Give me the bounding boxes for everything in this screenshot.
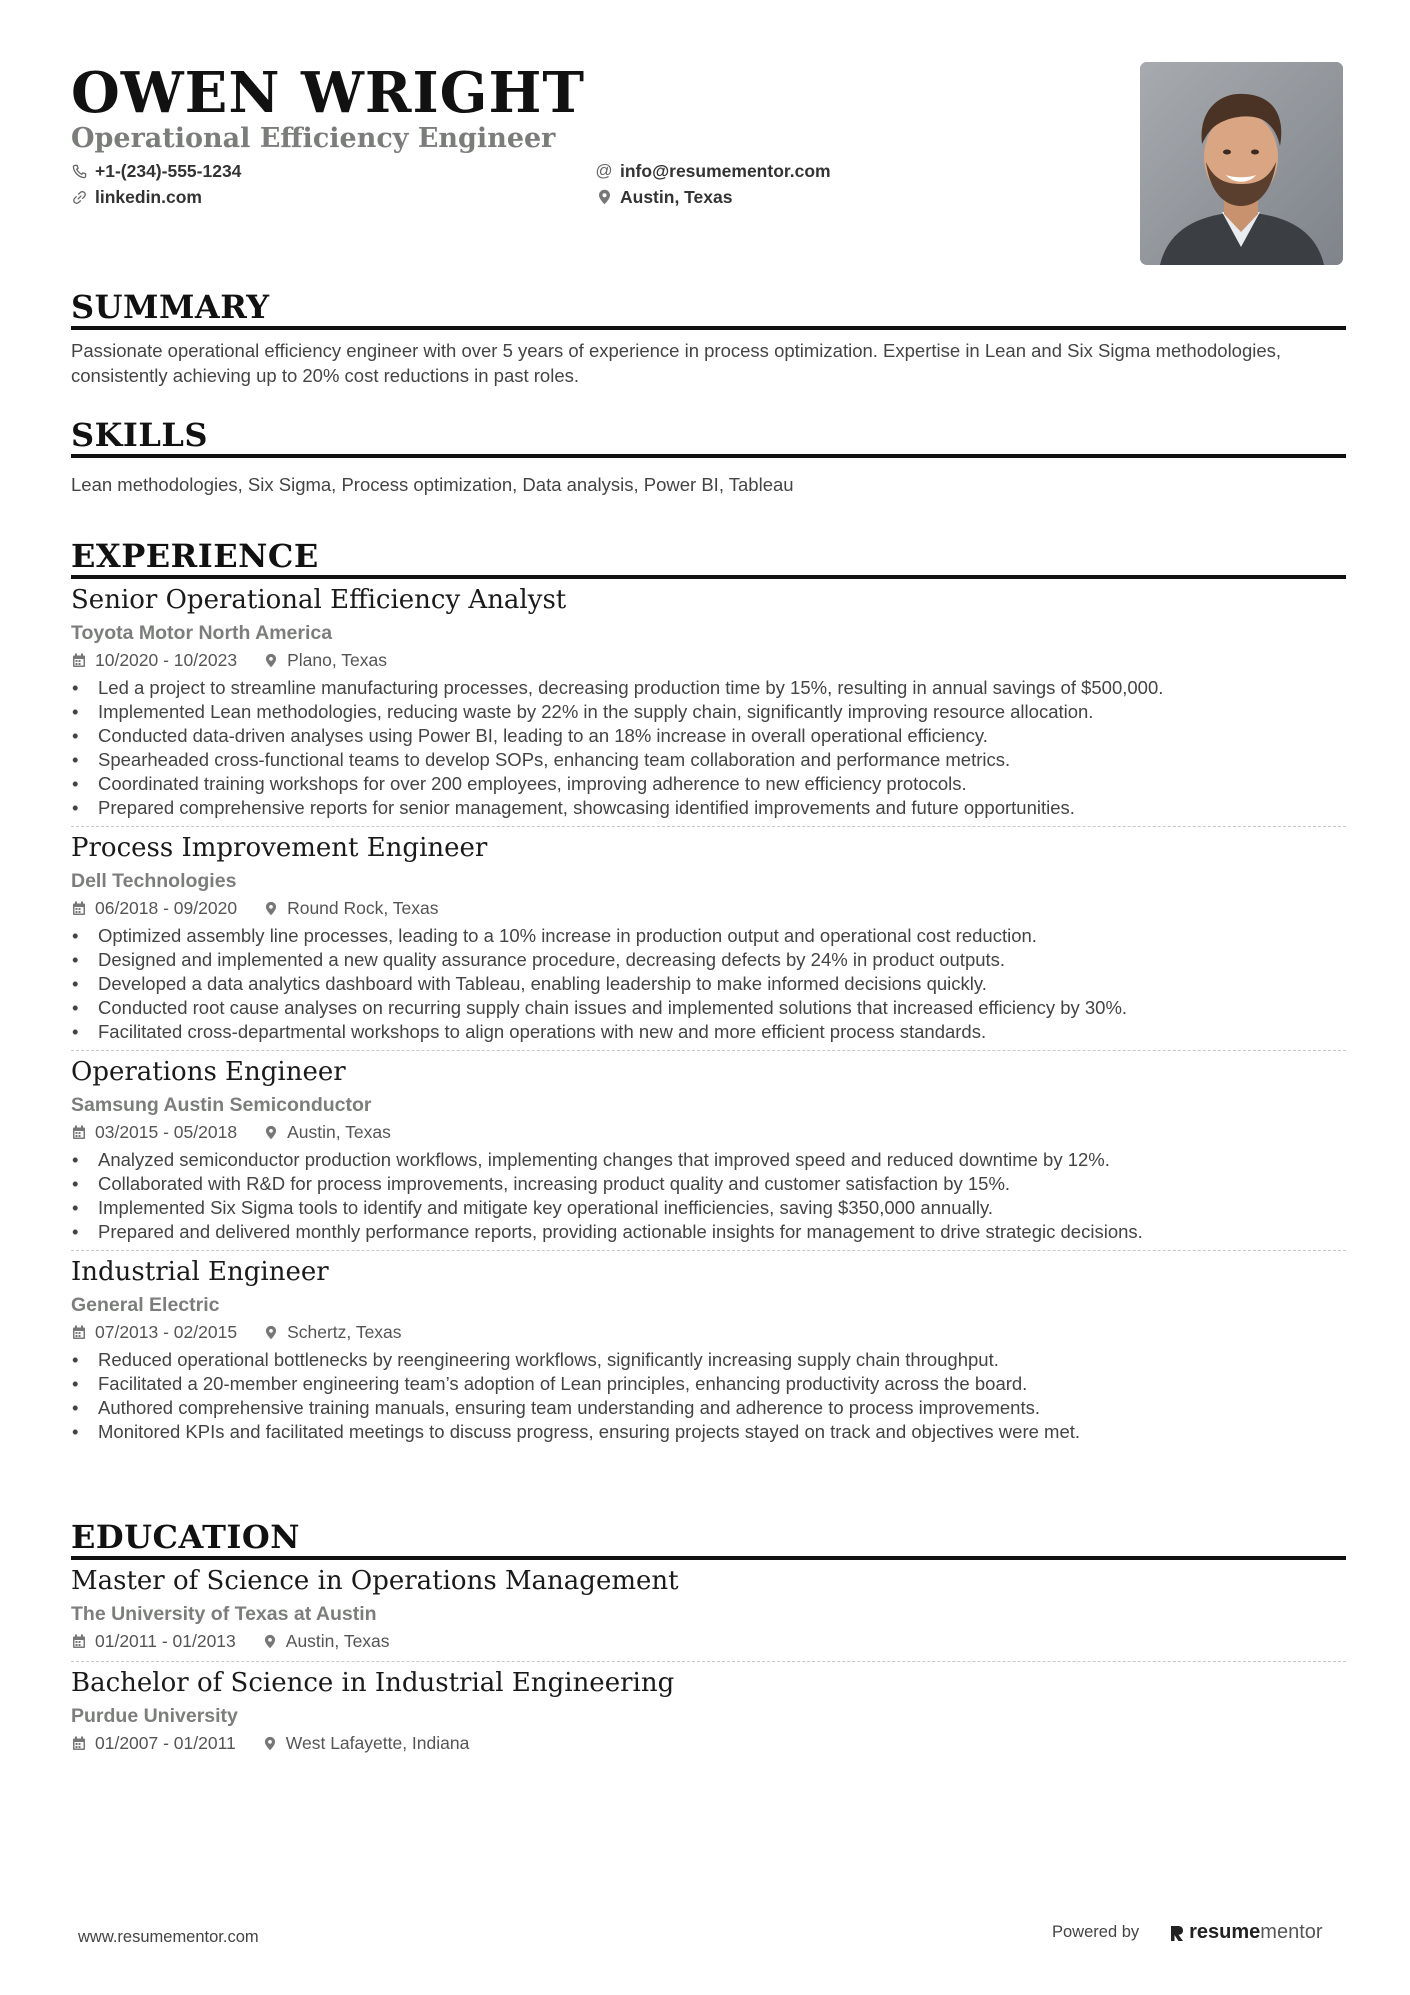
bullet-item: • Reduced operational bottlenecks by reengineering workflows, significantly increasing supply chain throughput. [71, 1348, 1346, 1372]
map-pin-icon [263, 1125, 279, 1141]
contact-email[interactable] [596, 160, 831, 182]
job-dates: 07/2013 - 02/2015 [95, 1322, 238, 1342]
bullet-item: • Monitored KPIs and facilitated meetings to discuss progress, ensuring projects stayed on track and objectives were met. [71, 1420, 1346, 1444]
skills-section [71, 416, 1346, 497]
education-section [71, 1518, 1346, 1755]
education-meta [71, 1732, 1346, 1755]
experience-entry [71, 831, 1346, 1051]
education-location [262, 1732, 470, 1755]
education-dates: 01/2011 - 01/2013 [95, 1631, 236, 1651]
brand-mark-icon [1169, 1924, 1185, 1942]
experience-entry [71, 1055, 1346, 1251]
bullet-item: • Implemented Six Sigma tools to identify and mitigate key operational inefficiencies, saving $350,000 annually. [71, 1196, 1346, 1220]
bullet-item: • Analyzed semiconductor production workflows, implementing changes that improved speed and reduced downtime by 12%. [71, 1148, 1346, 1172]
job-bullets [71, 676, 1346, 820]
bullet-item: • Facilitated cross-departmental workshops to align operations with new and more efficient process standards. [71, 1020, 1346, 1044]
bullet-item: • Prepared comprehensive reports for senior management, showcasing identified improvements and future opportunities. [71, 796, 1346, 820]
bullet-item: • Conducted data-driven analyses using Power BI, leading to an 18% increase in overall operational efficiency. [71, 724, 1346, 748]
education-dates: 01/2007 - 01/2011 [95, 1733, 236, 1753]
resume-header [71, 0, 1346, 270]
school-name: Purdue University [71, 1705, 238, 1727]
job-location-text: Austin, Texas [287, 1122, 391, 1142]
map-pin-icon [263, 653, 279, 669]
brand-logo[interactable] [1169, 1921, 1322, 1944]
brand-part-2: mentor [1260, 1921, 1323, 1943]
summary-text: Passionate operational efficiency engineer with over 5 years of experience in process optimization. Expertise in Lean and Six Sigma methodologies, consistently achieving up to 20% cost reductions in past roles. [71, 340, 1282, 386]
experience-entry [71, 583, 1346, 827]
at-icon: @ [595, 161, 613, 180]
job-location-text: Plano, Texas [287, 650, 387, 670]
link-icon [71, 189, 87, 205]
bullet-item: • Collaborated with R&D for process improvements, increasing product quality and customer satisfaction by 15%. [71, 1172, 1346, 1196]
job-location [263, 1321, 401, 1344]
job-dates: 06/2018 - 09/2020 [95, 898, 238, 918]
education-heading: EDUCATION [71, 1518, 1346, 1560]
job-location-text: Round Rock, Texas [287, 898, 439, 918]
education-location-text: Austin, Texas [285, 1631, 390, 1651]
map-pin-icon [263, 1325, 279, 1341]
footer-powered-by [1052, 1921, 1323, 1944]
entry-divider [71, 1050, 1346, 1051]
bullet-item: • Optimized assembly line processes, leading to a 10% increase in production output and operational cost reduction. [71, 924, 1346, 948]
experience-heading: EXPERIENCE [71, 537, 1346, 579]
phone-text: +1-(234)-555-1234 [95, 161, 242, 181]
job-title: Senior Operational Efficiency Analyst [71, 585, 567, 615]
bullet-item: • Prepared and delivered monthly performance reports, providing actionable insights for management to drive strategic decisions. [71, 1220, 1346, 1244]
contact-linkedin[interactable] [71, 186, 202, 208]
linkedin-text: linkedin.com [95, 187, 202, 207]
profile-photo [1140, 62, 1343, 265]
calendar-icon [71, 1325, 87, 1341]
job-meta [71, 1321, 1346, 1344]
bullet-item: • Implemented Lean methodologies, reducing waste by 22% in the supply chain, significantly improving resource allocation. [71, 700, 1346, 724]
experience-section [71, 537, 1346, 1444]
job-location [263, 897, 438, 920]
calendar-icon [71, 1125, 87, 1141]
job-dates: 03/2015 - 05/2018 [95, 1122, 238, 1142]
entry-divider [71, 826, 1346, 827]
job-title: Industrial Engineer [71, 1257, 329, 1287]
company-name: Dell Technologies [71, 870, 237, 892]
contact-phone[interactable] [71, 160, 241, 182]
job-title: Operations Engineer [71, 1057, 346, 1087]
calendar-icon [71, 1634, 87, 1650]
entry-divider [71, 1661, 1346, 1662]
education-entry [71, 1564, 1346, 1662]
experience-entry [71, 1255, 1346, 1444]
calendar-icon [71, 653, 87, 669]
skills-heading: SKILLS [71, 416, 1346, 458]
bullet-item: • Developed a data analytics dashboard with Tableau, enabling leadership to make informed decisions quickly. [71, 972, 1346, 996]
bullet-item: • Authored comprehensive training manuals, ensuring team understanding and adherence to process improvements. [71, 1396, 1346, 1420]
brand-part-1: resume [1189, 1921, 1261, 1943]
education-entry [71, 1666, 1346, 1755]
map-pin-icon [262, 1634, 278, 1650]
bullet-item: • Facilitated a 20-member engineering team’s adoption of Lean principles, enhancing productivity across the board. [71, 1372, 1346, 1396]
degree-title: Bachelor of Science in Industrial Engineering [71, 1668, 675, 1698]
map-pin-icon [263, 901, 279, 917]
phone-icon [71, 163, 87, 179]
degree-title: Master of Science in Operations Management [71, 1566, 679, 1596]
education-meta [71, 1630, 1346, 1653]
calendar-icon [71, 901, 87, 917]
location-text: Austin, Texas [620, 187, 733, 207]
bullet-item: • Led a project to streamline manufacturing processes, decreasing production time by 15%, resulting in annual savings of $500,000. [71, 676, 1346, 700]
education-location-text: West Lafayette, Indiana [285, 1733, 470, 1753]
bullet-item: • Spearheaded cross-functional teams to develop SOPs, enhancing team collaboration and performance metrics. [71, 748, 1346, 772]
footer-website[interactable]: www.resumementor.com [78, 1928, 259, 1946]
company-name: Toyota Motor North America [71, 622, 333, 644]
resume-page [71, 0, 1346, 1753]
job-meta [71, 897, 1346, 920]
job-bullets [71, 924, 1346, 1044]
powered-by-label: Powered by [1052, 1923, 1140, 1941]
job-meta [71, 649, 1346, 672]
email-text: info@resumementor.com [620, 161, 831, 181]
skills-text: Lean methodologies, Six Sigma, Process optimization, Data analysis, Power BI, Tableau [71, 474, 794, 495]
job-bullets [71, 1148, 1346, 1244]
bullet-item: • Conducted root cause analyses on recurring supply chain issues and implemented solutions that increased efficiency by 30%. [71, 996, 1346, 1020]
summary-heading: SUMMARY [71, 288, 1346, 330]
contact-location [596, 186, 733, 208]
job-title: Process Improvement Engineer [71, 833, 488, 863]
map-pin-icon [596, 189, 612, 205]
candidate-title: Operational Efficiency Engineer [71, 123, 556, 154]
summary-section [71, 288, 1346, 388]
job-location [263, 1121, 391, 1144]
bullet-item: • Designed and implemented a new quality assurance procedure, decreasing defects by 24% in product outputs. [71, 948, 1346, 972]
school-name: The University of Texas at Austin [71, 1603, 377, 1625]
map-pin-icon [262, 1736, 278, 1752]
job-location-text: Schertz, Texas [287, 1322, 402, 1342]
education-location [262, 1630, 390, 1653]
company-name: Samsung Austin Semiconductor [71, 1094, 372, 1116]
entry-divider [71, 1250, 1346, 1251]
candidate-name: OWEN WRIGHT [71, 60, 586, 126]
company-name: General Electric [71, 1294, 220, 1316]
bullet-item: • Coordinated training workshops for over 200 employees, improving adherence to new efficiency protocols. [71, 772, 1346, 796]
calendar-icon [71, 1736, 87, 1752]
job-location [263, 649, 387, 672]
job-meta [71, 1121, 1346, 1144]
job-dates: 10/2020 - 10/2023 [95, 650, 238, 670]
job-bullets [71, 1348, 1346, 1444]
